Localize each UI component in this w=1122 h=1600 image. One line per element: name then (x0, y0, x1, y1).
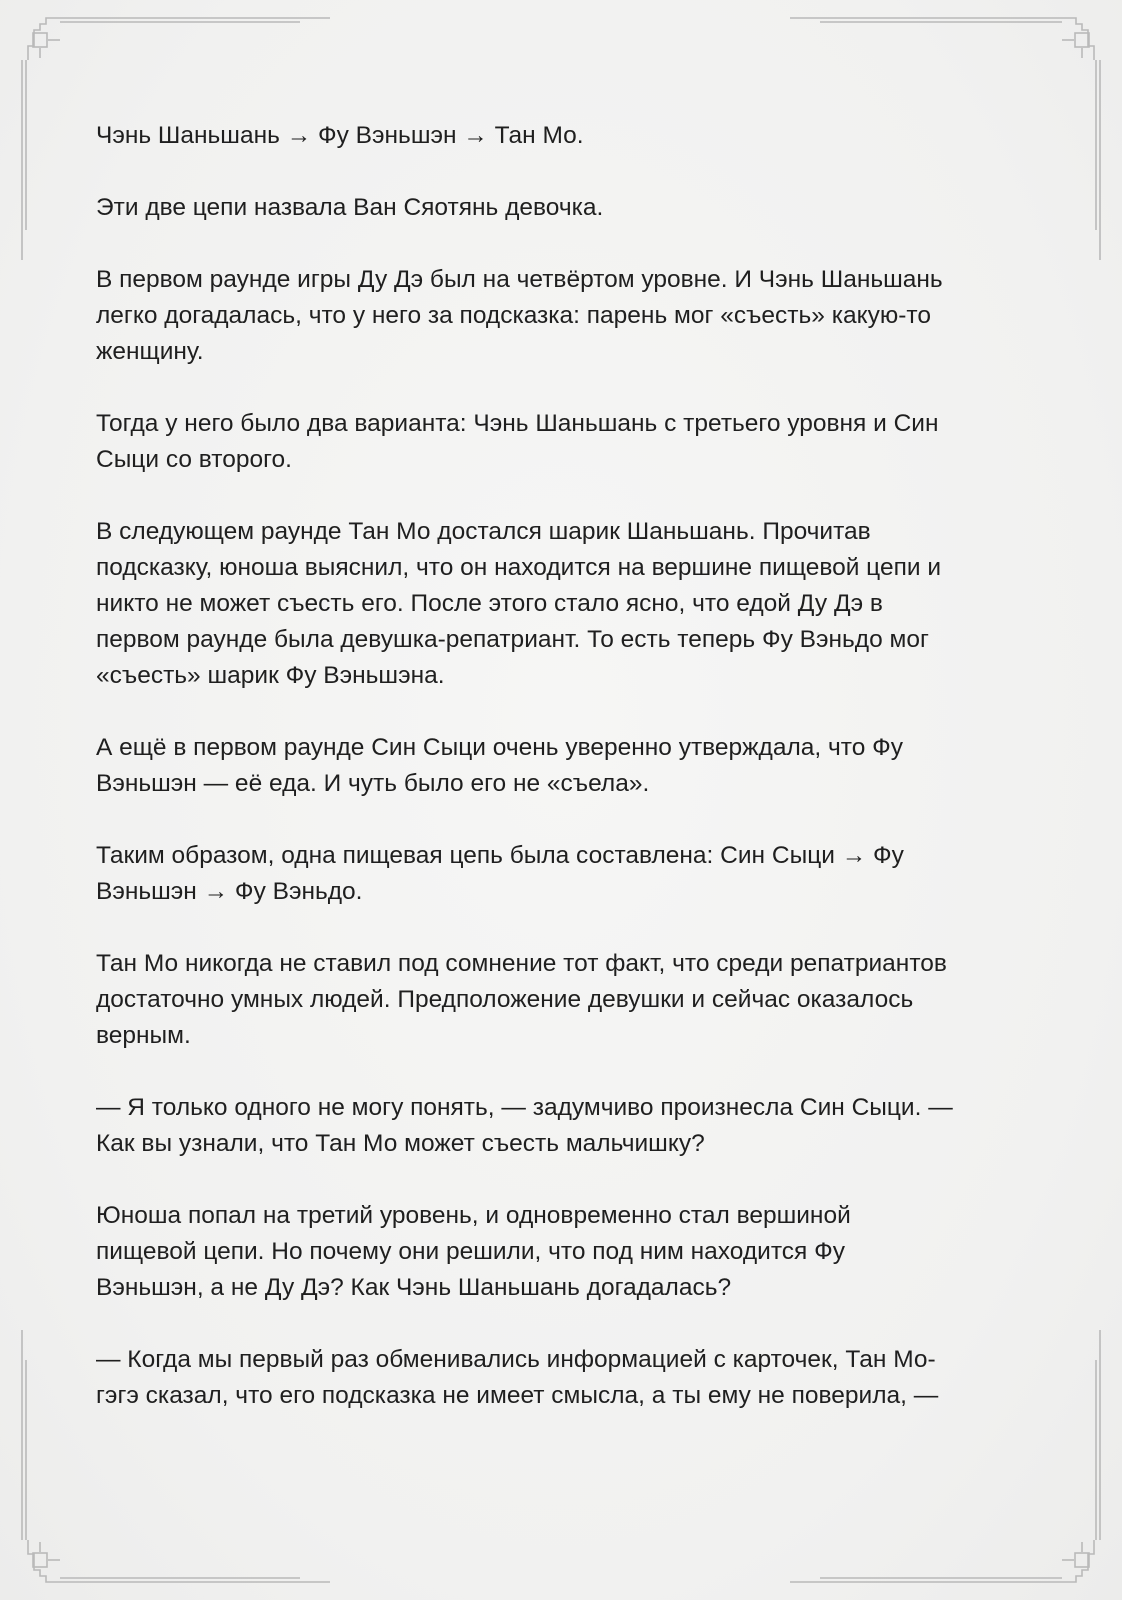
paragraph-1: Чэнь Шаньшань → Фу Вэньшэн → Тан Мо. (96, 122, 584, 149)
paragraph-11: — Когда мы первый раз обменивались информацией с карточек, Тан Мо- гэгэ сказал, что его подсказка не имеет смысла, а ты ему не поверила, — (96, 1346, 939, 1409)
paragraph-10: Юноша попал на третий уровень, и одновременно стал вершиной пищевой цепи. Но почему они решили, что под ним находится Фу Вэньшэн, а не Ду Дэ? Как Чэнь Шаньшань догадалась? (96, 1202, 851, 1301)
paragraph-6: А ещё в первом раунде Син Сыци очень уверенно утверждала, что Фу Вэньшэн — её еда. И чуть было его не «съела». (96, 734, 904, 797)
paragraph-2: Эти две цепи назвала Ван Сяотянь девочка. (96, 194, 604, 221)
paragraph-8: Тан Мо никогда не ставил под сомнение тот факт, что среди репатриантов достаточно умных людей. Предположение девушки и сейчас оказалось верным. (96, 950, 947, 1049)
paragraph-3: В первом раунде игры Ду Дэ был на четвёртом уровне. И Чэнь Шаньшань легко догадалась, что у него за подсказка: парень мог «съесть» какую-то женщину. (96, 266, 943, 365)
body-text (96, 118, 1026, 1450)
paragraph-7: Таким образом, одна пищевая цепь была составлена: Син Сыци → Фу Вэньшэн → Фу Вэньдо. (96, 842, 904, 905)
paragraph-5: В следующем раунде Тан Мо достался шарик Шаньшань. Прочитав подсказку, юноша выяснил, что он находится на вершине пищевой цепи и никто не может съесть его. После этого стало ясно, что едой Ду Дэ в первом раунде была девушка-репатриант. То есть теперь Фу Вэньдо мог «съесть» шарик Фу Вэньшэна. (96, 518, 942, 689)
paragraph-9: — Я только одного не могу понять, — задумчиво произнесла Син Сыци. — Как вы узнали, что Тан Мо может съесть мальчишку? (96, 1094, 953, 1157)
paragraph-4: Тогда у него было два варианта: Чэнь Шаньшань с третьего уровня и Син Сыци со второго. (96, 410, 939, 473)
